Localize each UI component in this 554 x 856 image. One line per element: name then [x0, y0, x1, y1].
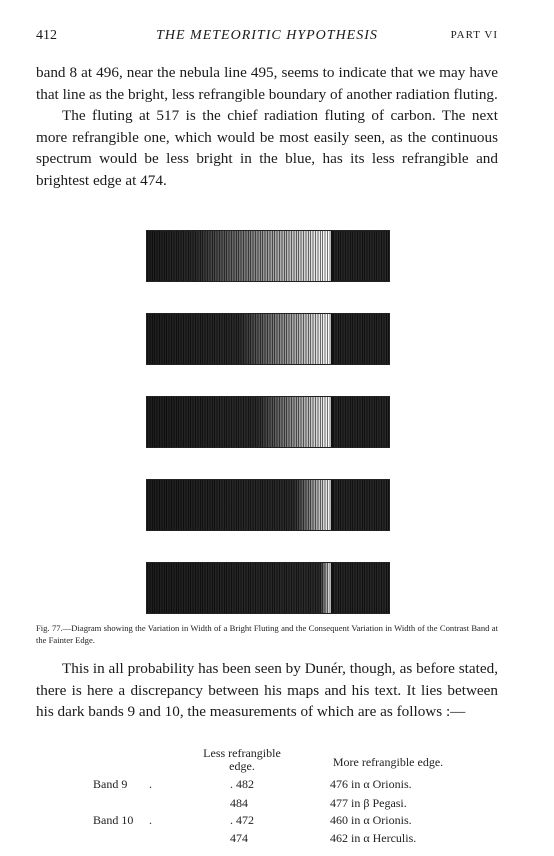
contrast-band — [333, 397, 390, 447]
row-2-more: 477 in β Pegasi. — [330, 796, 407, 810]
text-block-bottom — [36, 658, 498, 723]
spectrum-plate-2 — [146, 313, 390, 365]
spectrum-plate-4 — [146, 479, 390, 531]
contrast-band — [333, 563, 390, 613]
part-label: PART VI — [450, 29, 498, 41]
row-1-band: Band 9 — [93, 777, 128, 791]
contrast-band — [333, 314, 390, 364]
header-less-refrangible: Less refrangible edge. — [203, 746, 281, 773]
fluting-band — [147, 480, 331, 530]
running-header — [36, 28, 498, 48]
fluting-band — [147, 314, 331, 364]
spectrum-plate-3 — [146, 396, 390, 448]
fluting-band — [147, 397, 331, 447]
contrast-band — [333, 231, 390, 281]
paragraph-3: This in all probability has been seen by Dunér, though, as before stated, there is here a discrepancy between his maps and his text. It lies between his dark bands 9 and 10, the measurements of which are as follows :— — [36, 660, 498, 720]
row-3-band: Band 10 — [93, 813, 134, 827]
row-3-more: 460 in α Orionis. — [330, 813, 412, 827]
row-3-less: . 472 — [230, 813, 254, 827]
page-number: 412 — [36, 28, 57, 43]
row-1-more: 476 in α Orionis. — [330, 777, 412, 791]
header-more-refrangible: More refrangible edge. — [332, 755, 444, 769]
paragraph-2: The fluting at 517 is the chief radiation fluting of carbon. The next more refrangible one, which would be most easily seen, as the continuous spectrum would be less bright in the blue, has its less refrangible and brightest edge at 474. — [36, 107, 498, 189]
row-1-dot: . — [149, 777, 152, 791]
spectrum-plate-1 — [146, 230, 390, 282]
contrast-band — [333, 480, 390, 530]
row-4-more: 462 in α Herculis. — [330, 831, 417, 845]
paragraph-1: band 8 at 496, near the nebula line 495, seems to indicate that we may have that line as the bright, less refrangible boundary of another radiation fluting. — [36, 64, 498, 103]
row-3-dot: . — [149, 813, 152, 827]
fluting-band — [147, 563, 331, 613]
row-2-less: 484 — [230, 796, 248, 810]
row-4-less: 474 — [230, 831, 248, 845]
figure-caption: Fig. 77.—Diagram showing the Variation in Width of a Bright Fluting and the Consequent Variation in Width of the Contrast Band at the Fainter Edge. — [36, 623, 498, 645]
spectrum-plate-5 — [146, 562, 390, 614]
text-block-top — [36, 62, 498, 191]
running-title: THE METEORITIC HYPOTHESIS — [156, 28, 378, 43]
row-1-less: . 482 — [230, 777, 254, 791]
fluting-band — [147, 231, 331, 281]
